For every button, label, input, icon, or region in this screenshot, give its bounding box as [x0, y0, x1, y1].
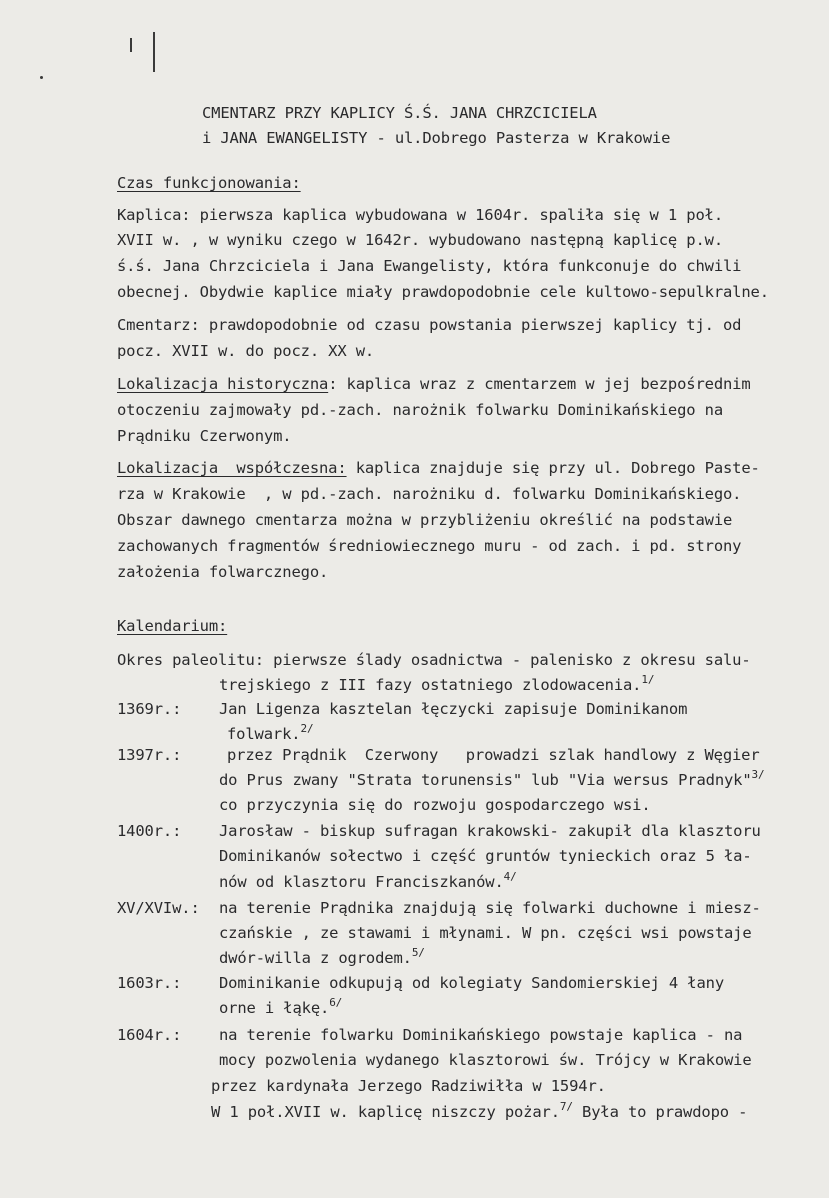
text-line: obecnej. Obydwie kaplice miały prawdopodobnie cele kultowo-sepulkralne. [117, 283, 769, 301]
text-line: do Prus zwany "Strata torunensis" lub "Via wersus Pradnyk"$^{3/}$ [219, 768, 765, 789]
text-line: XVII w. , w wyniku czego w 1642r. wybudowano następną kaplicę p.w. [117, 231, 723, 249]
text-line: założenia folwarcznego. [117, 563, 329, 581]
text-line: Lokalizacja historyczna: kaplica wraz z cmentarzem w jej bezpośrednim [117, 375, 751, 393]
footnote-ref: 5/ [411, 946, 425, 959]
date-label: 1397r.: [117, 746, 182, 764]
text-line: pocz. XVII w. do pocz. XX w. [117, 342, 375, 360]
date-label: 1604r.: [117, 1026, 182, 1044]
footnote-ref: 6/ [329, 996, 343, 1009]
text-line: trejskiego z III fazy ostatniego zlodowacenia.$^{1/}$ [219, 673, 655, 694]
text-line: Cmentarz: prawdopodobnie od czasu powstania pierwszej kaplicy tj. od [117, 316, 742, 334]
text-line: Jan Ligenza kasztelan łęczycki zapisuje Dominikanom [219, 700, 688, 718]
footnote-ref: 2/ [300, 722, 314, 735]
text-line: dwór-willa z ogrodem.$^{5/}$ [219, 946, 425, 967]
text-line: Dominikanie odkupują od kolegiaty Sandomierskiej 4 łany [219, 974, 724, 992]
text-line: zachowanych fragmentów średniowiecznego muru - od zach. i pd. strony [117, 537, 742, 555]
text-line: Okres paleolitu: pierwsze ślady osadnictwa - palenisko z okresu salu- [117, 651, 751, 669]
footnote-ref: 3/ [751, 768, 765, 781]
text-line: rza w Krakowie , w pd.-zach. narożniku d. folwarku Dominikańskiego. [117, 485, 742, 503]
text-line: folwark.$^{2/}$ [227, 722, 314, 743]
footnote-ref: 4/ [503, 870, 517, 883]
date-label: 1400r.: [117, 822, 182, 840]
label-historical: Lokalizacja historyczna [117, 375, 329, 393]
label-contemporary: Lokalizacja współczesna: [117, 459, 347, 477]
text-line: Jarosław - biskup sufragan krakowski- zakupił dla klasztoru [219, 822, 761, 840]
date-label: 1369r.: [117, 700, 182, 718]
footnote-ref: 7/ [559, 1100, 573, 1113]
text-line: czańskie , ze stawami i młynami. W pn. części wsi powstaje [219, 924, 752, 942]
text-line: ś.ś. Jana Chrzciciela i Jana Ewangelisty, która funkconuje do chwili [117, 257, 742, 275]
section-heading: Kalendarium: [117, 617, 228, 635]
text-line: przez Prądnik Czerwony prowadzi szlak handlowy z Węgier [227, 746, 760, 764]
text-line: przez kardynała Jerzego Radziwiłła w 1594r. [211, 1077, 606, 1095]
text-line: mocy pozwolenia wydanego klasztorowi św. Trójcy w Krakowie [219, 1051, 752, 1069]
section-heading: Czas funkcjonowania: [117, 174, 301, 192]
title-line-2: i JANA EWANGELISTY - ul.Dobrego Pasterza w Krakowie [202, 129, 671, 147]
text-line: Kaplica: pierwsza kaplica wybudowana w 1604r. spaliła się w 1 poł. [117, 206, 723, 224]
footnote-ref: 1/ [641, 673, 655, 686]
text-line: Prądniku Czerwonym. [117, 427, 292, 445]
text-line: co przyczynia się do rozwoju gospodarczego wsi. [219, 796, 651, 814]
pen-mark [153, 32, 155, 72]
date-label: XV/XVIw.: [117, 899, 200, 917]
date-label: 1603r.: [117, 974, 182, 992]
text-line: Lokalizacja współczesna: kaplica znajduje się przy ul. Dobrego Paste- [117, 459, 760, 477]
text-line: nów od klasztoru Franciszkanów.$^{4/}$ [219, 870, 517, 891]
text-line: na terenie Prądnika znajdują się folwarki duchowne i miesz- [219, 899, 761, 917]
text-line: otoczeniu zajmowały pd.-zach. narożnik folwarku Dominikańskiego na [117, 401, 723, 419]
text-line: W 1 poł.XVII w. kaplicę niszczy pożar.$^{7/}$ Była to prawdopo - [211, 1100, 748, 1121]
dot-mark [40, 76, 43, 79]
text-line: orne i łąkę.$^{6/}$ [219, 996, 343, 1017]
text-line: na terenie folwarku Dominikańskiego powstaje kaplica - na [219, 1026, 743, 1044]
text-line: Obszar dawnego cmentarza można w przybliżeniu określić na podstawie [117, 511, 733, 529]
pen-mark [130, 38, 132, 52]
title-line-1: CMENTARZ PRZY KAPLICY Ś.Ś. JANA CHRZCICIELA [202, 104, 597, 122]
text-line: Dominikanów sołectwo i część gruntów tynieckich oraz 5 ła- [219, 847, 752, 865]
